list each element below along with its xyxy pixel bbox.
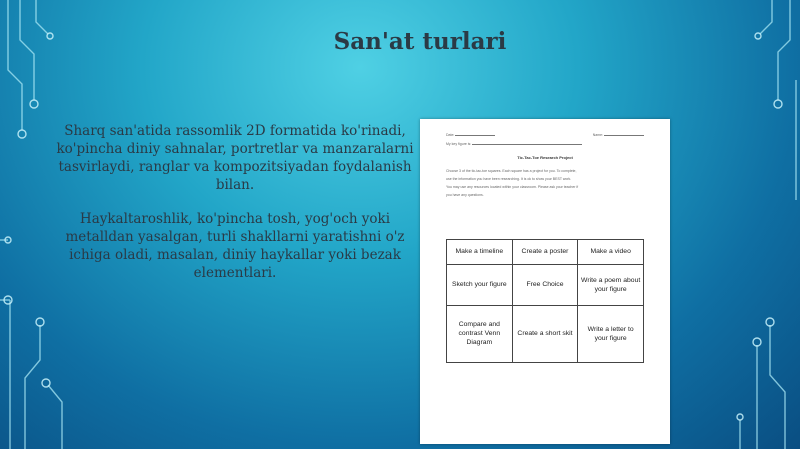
worksheet-instructions — [446, 167, 644, 199]
grid-cell: Create a poster — [512, 240, 578, 265]
instruction-line: you have any questions. — [446, 193, 484, 197]
grid-row — [447, 305, 644, 362]
worksheet-heading: Tic-Tac-Toe Research Project — [517, 155, 573, 160]
grid-cell: Create a short skit — [512, 305, 578, 362]
paragraph-sculpture: Haykaltaroshlik, ko'pincha tosh, yog'och yoki metalldan yasalgan, turli shakllarni yaratishni o'z ichiga oladi, masalan, diniy haykallar yoki bezak elementlari. — [65, 211, 405, 281]
instruction-line: Choose 3 of the tic-tac-toe squares. Each square has a project for you. To complete, — [446, 169, 577, 173]
instruction-line: You may use any resources located within your classroom. Please ask your teacher if — [446, 185, 579, 189]
grid-cell: Sketch your figure — [447, 264, 513, 305]
grid-cell: Free Choice — [512, 264, 578, 305]
grid-row — [447, 240, 644, 265]
worksheet-field-2: Name: — [592, 133, 604, 137]
grid-row — [447, 264, 644, 305]
tic-tac-toe-grid — [446, 239, 644, 363]
worksheet-field-1: Date: — [446, 133, 455, 137]
slide-title: San'at turlari — [333, 28, 507, 55]
paragraph-painting: Sharq san'atida rassomlik 2D formatida ko'rinadi, ko'pincha diniy sahnalar, portretlar va manzaralarni tasvirlaydi, ranglar va kompozitsiyadan foydalanish bilan. — [56, 123, 414, 193]
worksheet-header — [446, 133, 644, 199]
slide-body — [55, 122, 415, 298]
grid-cell: Make a timeline — [447, 240, 513, 265]
grid-cell: Compare and contrast Venn Diagram — [447, 305, 513, 362]
grid-cell: Make a video — [578, 240, 644, 265]
worksheet-field-3: My key figure is: — [446, 142, 472, 146]
grid-cell: Write a letter to your figure — [578, 305, 644, 362]
grid-cell: Write a poem about your figure — [578, 264, 644, 305]
worksheet-image — [420, 119, 670, 444]
instruction-line: use the information you have been researching. It is ok to show your BEST work. — [446, 177, 572, 181]
